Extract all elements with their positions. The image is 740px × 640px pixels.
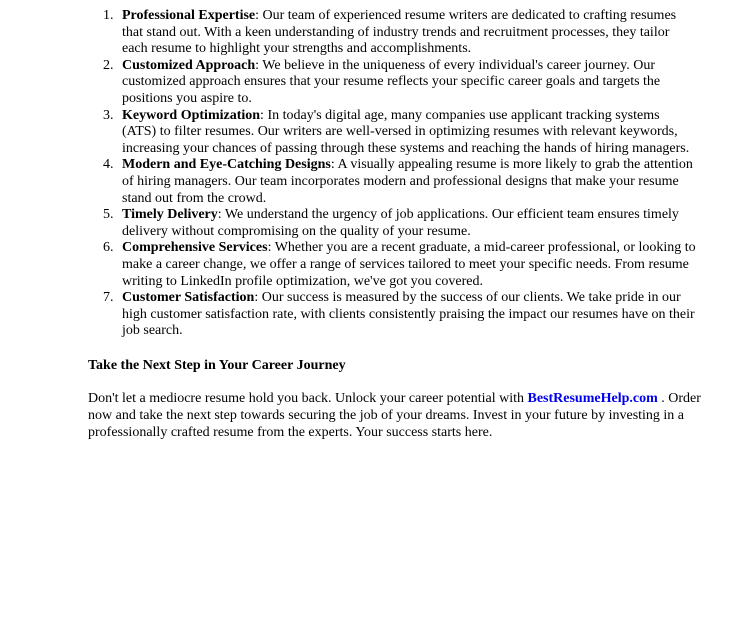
benefit-item xyxy=(88,8,706,58)
benefit-number: 3. xyxy=(103,107,114,123)
benefit-description: A visually appealing resume is more likely to grab the attention of hiring managers. Our team incorporates modern and professional designs that make your resume stand out from the crowd. xyxy=(122,157,693,206)
benefit-separator: : xyxy=(267,240,275,256)
benefit-number: 6. xyxy=(103,240,114,256)
benefit-description: Our success is measured by the success of our clients. We take pride in our high customer satisfaction rate, with clients consistently praising the impact our resumes have on their job search. xyxy=(122,290,695,339)
benefit-term: Customer Satisfaction xyxy=(122,290,255,306)
cta-paragraph xyxy=(88,390,706,441)
benefit-number: 7. xyxy=(103,290,114,306)
cta-text-before-link: Don't let a mediocre resume hold you back. Unlock your career potential with xyxy=(88,390,528,406)
benefits-list xyxy=(88,8,706,340)
bestresumehelp-link[interactable]: BestResumeHelp.com xyxy=(527,390,658,406)
benefit-item xyxy=(88,207,706,240)
benefit-separator: : xyxy=(254,290,262,306)
benefit-term: Customized Approach xyxy=(122,57,256,73)
benefit-term: Timely Delivery xyxy=(122,207,218,223)
benefit-description: We understand the urgency of job applications. Our efficient team ensures timely delivery without compromising on the quality of your resume. xyxy=(122,207,679,239)
benefit-item xyxy=(88,290,706,340)
benefit-separator: : xyxy=(255,8,263,23)
benefit-item xyxy=(88,240,706,290)
cta-text-after-link: . Order now and take the next step towards securing the job of your dreams. Invest in your future by investing in a professionally crafted resume from the experts. Your success starts here. xyxy=(88,390,701,440)
benefit-description: We believe in the uniqueness of every individual's career journey. Our customized approach ensures that your resume reflects your specific career goals and targets the positions you aspire to. xyxy=(122,57,661,106)
benefit-number: 1. xyxy=(103,8,114,23)
benefit-text xyxy=(122,157,706,207)
benefit-description: Our team of experienced resume writers are dedicated to crafting resumes that stand out. With a keen understanding of industry trends and recruitment processes, they tailor each resume to highlight your strengths and accomplishments. xyxy=(122,8,677,57)
benefit-term: Modern and Eye-Catching Designs xyxy=(122,157,331,173)
benefit-text xyxy=(122,8,706,58)
benefit-separator: : xyxy=(255,57,263,73)
benefit-text xyxy=(122,58,706,108)
benefit-term: Comprehensive Services xyxy=(122,240,268,256)
benefit-item xyxy=(88,58,706,108)
benefit-separator: : xyxy=(260,107,268,123)
benefit-description: In today's digital age, many companies use applicant tracking systems (ATS) to filter resumes. Our writers are well-versed in optimizing resumes with relevant keywords, increasing your chances of passing through these systems and reaching the hands of hiring managers. xyxy=(122,107,690,156)
benefit-item xyxy=(88,108,706,158)
benefit-number: 2. xyxy=(103,57,114,73)
benefit-separator: : xyxy=(330,157,338,173)
benefit-text xyxy=(122,240,706,290)
benefit-text xyxy=(122,207,706,240)
benefit-term: Professional Expertise xyxy=(122,8,256,23)
benefit-number: 4. xyxy=(103,157,114,173)
benefit-separator: : xyxy=(217,207,225,223)
benefit-term: Keyword Optimization xyxy=(122,107,261,123)
benefit-item xyxy=(88,157,706,207)
cta-heading: Take the Next Step in Your Career Journey xyxy=(88,357,346,373)
benefit-text xyxy=(122,108,706,158)
benefit-description: Whether you are a recent graduate, a mid-career professional, or looking to make a career change, we offer a range of services tailored to meet your specific needs. From resume writing to LinkedIn profile optimization, we've got you covered. xyxy=(122,240,696,289)
benefit-text xyxy=(122,290,706,340)
benefit-number: 5. xyxy=(103,207,114,223)
